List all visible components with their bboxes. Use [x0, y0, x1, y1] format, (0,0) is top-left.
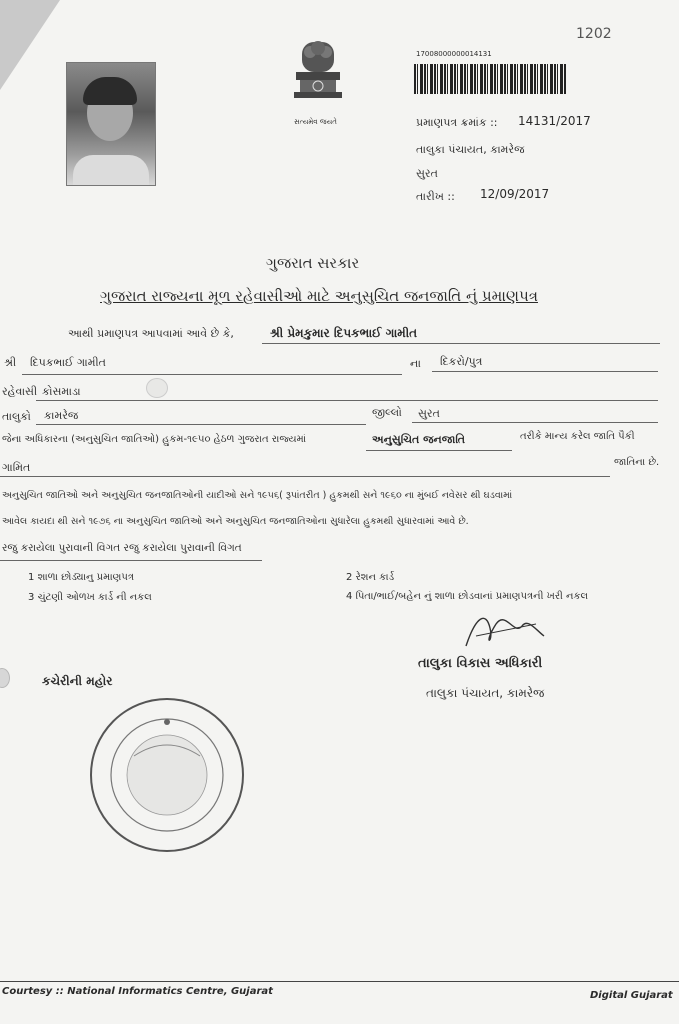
legal-paragraph-2: આવેલ કાયદા થી સને ૧૯૭૬ ના અનુસુચિત જાતિઓ અને અનુસુચિત જનજાતિઓના સુધારેલા હુકમથી સુધારવામાં આવે છે.: [2, 516, 469, 527]
evidence-heading: રજુ કરાયેલા પુરાવાની વિગત રજુ કરાયેલા પુરાવાની વિગત: [2, 542, 242, 554]
district-label: જીલ્લો: [372, 406, 402, 419]
date-label: તારીખ ::: [416, 190, 455, 203]
punch-hole: [0, 668, 10, 688]
emblem-caption: સત્યમેવ જયતે: [294, 118, 337, 126]
barcode-text: 17008000000014131: [416, 50, 492, 58]
father-prefix: શ્રી: [4, 356, 17, 369]
officer-office: તાલુકા પંચાયત, કામરેજ: [426, 686, 545, 700]
punch-hole: [146, 378, 168, 398]
office-seal-stamp: [86, 694, 248, 856]
office-line1: તાલુકા પંચાયત, કામરેજ: [416, 143, 525, 156]
officer-signature: [456, 606, 548, 656]
digital-gujarat-label: Digital Gujarat: [590, 990, 673, 1001]
office-line2: સુરત: [416, 167, 438, 180]
certificate-no: 14131/2017: [518, 114, 591, 128]
recognized-text: તરીકે માન્ય કરેલ જાતિ પૈકી: [520, 431, 635, 442]
relation-prefix: ના: [410, 357, 421, 370]
evidence-item: 2 રેશન કાર્ડ: [346, 572, 395, 583]
taluka-label: તાલુકો: [2, 410, 31, 423]
national-emblem-icon: [288, 36, 348, 122]
evidence-item: 4 પિતા/ભાઈ/બહેન નું શાળા છોડવાનાં પ્રમાણપત્રની ખરી નકલ: [346, 591, 589, 602]
belongs-text: જાતિના છે.: [614, 457, 660, 468]
legal-paragraph-1: અનુસુચિત જાતિઓ અને અનુસુચિત જનજાતિઓની યાદીઓ સને ૧૯૫૬( રૂપાંતરીત ) હુકમથી સને ૧૯૬૦ ના મુંબઈ નવેસર થી ઘડવામાં: [2, 490, 513, 501]
resident-label: રહેવાસી: [2, 385, 38, 398]
evidence-item: 1 શાળા છોડ્યાનુ પ્રમાણપત્ર: [28, 572, 135, 583]
applicant-photo: [66, 62, 156, 186]
issue-date: 12/09/2017: [480, 187, 550, 201]
courtesy-text: Courtesy :: National Informatics Centre, Gujarat: [2, 986, 273, 997]
relation: દિકરો/પુત્ર: [440, 355, 483, 368]
district: સુરત: [418, 407, 440, 420]
officer-title: તાલુકા વિકાસ અધિકારી: [418, 656, 543, 671]
taluka: કામરેજ: [44, 409, 79, 422]
applicant-name: શ્રી પ્રેમકુમાર દિપકભાઈ ગામીત: [270, 326, 418, 340]
intro-label: આથી પ્રમાણપત્ર આપવામાં આવે છે કે,: [68, 327, 234, 340]
resident-village: કોસમાડા: [42, 385, 81, 398]
evidence-item: 3 ચુંટણી ઓળખ કાર્ડ ની નકલ: [28, 592, 152, 603]
folded-corner: [0, 0, 60, 90]
certificate-title: ગુજરાત રાજ્યના મૂળ રહેવાસીઓ માટે અનુસુચિત જનજાતિ નું પ્રમાણપત્ર: [100, 287, 538, 305]
order-text: જેના અધિકારના (અનુસુચિત જાતિઓ) હુકમ-૧૯૫૦ હેઠળ ગુજરાત રાજ્યમાં: [2, 434, 307, 445]
category: અનુસુચિત જનજાતિ: [372, 433, 466, 446]
barcode: [414, 64, 566, 94]
father-name: દિપકભાઈ ગામીત: [30, 356, 106, 369]
office-seal-label: કચેરીની મહોર: [42, 674, 113, 688]
certificate-no-label: પ્રમાણપત્ર ક્રમાંક ::: [416, 116, 498, 129]
handwritten-number: 1202: [576, 26, 612, 42]
caste: ગામિત: [2, 461, 31, 474]
government-title: ગુજરાત સરકાર: [266, 254, 360, 272]
